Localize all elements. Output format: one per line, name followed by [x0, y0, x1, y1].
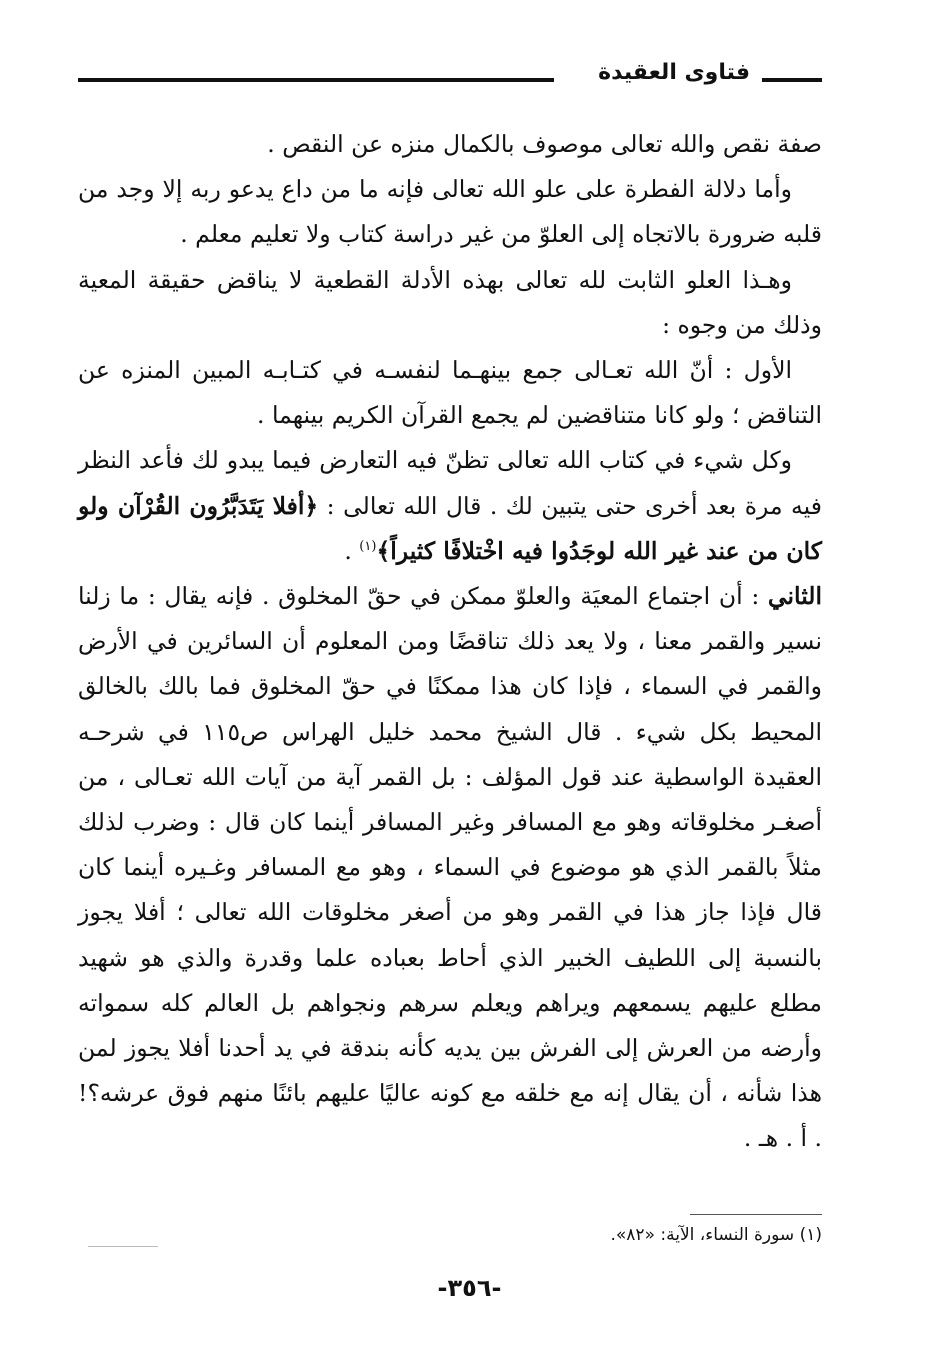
footnote-reference[interactable]: (١) [359, 539, 377, 554]
paragraph-6 [78, 574, 822, 1162]
running-header [78, 58, 822, 98]
paragraph-6-text: : أن اجتماع المعيَة والعلوّ ممكن في حقّ المخلوق . فإنه يقال : ما زلنا نسير والقمر معنا ، ولا يعد ذلك تناقضًا ومن المعلوم أن السائرين في الأرض والقمر في السماء ، فإذا كان هذا ممكنًا في حقّ المخلوق فما بالك بالخالق المحيط بكل شيء . قال الشيخ محمد خليل الهراس ص١١٥ في شرحـه العقيدة الواسطية عند قول المؤلف : بل القمر آية من آيات الله تعـالى ، من أصغـر مخلوقاته وهو مع المسافر وغير المسافر أينما كان قال : وضرب لذلك مثلاً بالقمر الذي هو موضوع في السماء ، وهو مع المسافر وغـيره أينما كان قال فإذا جاز هذا في القمر وهو من أصغر مخلوقات الله تعالى ؛ أفلا يجوز بالنسبة إلى اللطيف الخبير الذي أحاط بعباده علما وقدرة والذي هو شهيد مطلع عليهم يسمعهم ويراهم ويعلم سرهم ونجواهم بل العالم كله سمواته وأرضه من العرش إلى الفرش بين يديه كأنه بندقة في يد أحدنا أفلا يجوز لمن هذا شأنه ، أن يقال إنه مع خلقه مع كونه عاليًا عليهم بائنًا منهم فوق عرشه؟! . أ . هـ . [78, 582, 822, 1153]
main-text [78, 122, 822, 1162]
paragraph-1: صفة نقص والله تعالى موصوف بالكمال منزه عن النقص . [267, 130, 822, 158]
footnote: (١) سورة النساء، الآية: «٨٢». [610, 1225, 822, 1245]
header-rule-long [78, 78, 554, 82]
paragraph-5-text: وكل شيء في كتاب الله تعالى تظنّ فيه التعارض فيما يبدو لك فأعد النظر فيه مرة بعد أخرى حتى يتبين لك . قال الله تعالى : [78, 446, 822, 520]
page-number: -٣٥٦- [437, 1274, 502, 1302]
paragraph-5-end: . [344, 536, 360, 565]
quran-quote: ﴿أفلا يَتَدَبَّرُون القُرْآن ولو كان من عند غير الله لوجَدُوا فيه اخْتلافًا كثيراً﴾ [78, 491, 822, 565]
header-rule-short [762, 78, 822, 82]
paragraph-2: وأما دلالة الفطرة على علو الله تعالى فإنه ما من داع يدعو ربه إلا وجد من قلبه ضرورة بالاتجاه إلى العلوّ من غير دراسة كتاب ولا تعليم معلم . [78, 175, 822, 249]
header-title: فتاوى العقيدة [598, 60, 750, 85]
paragraph-4: الأول : أنّ الله تعـالى جمع بينهـما لنفسـه في كتـابـه المبين المنزه عن التناقض ؛ ولو كانا متناقضين لم يجمع القرآن الكريم بينهما . [78, 356, 822, 430]
paragraph-3: وهـذا العلو الثابت لله تعالى بهذه الأدلة القطعية لا يناقض حقيقة المعية وذلك من وجوه : [78, 265, 822, 339]
section-lead-second: الثاني [767, 582, 822, 611]
paragraph-5 [78, 438, 822, 574]
footnote-separator [690, 1214, 822, 1215]
